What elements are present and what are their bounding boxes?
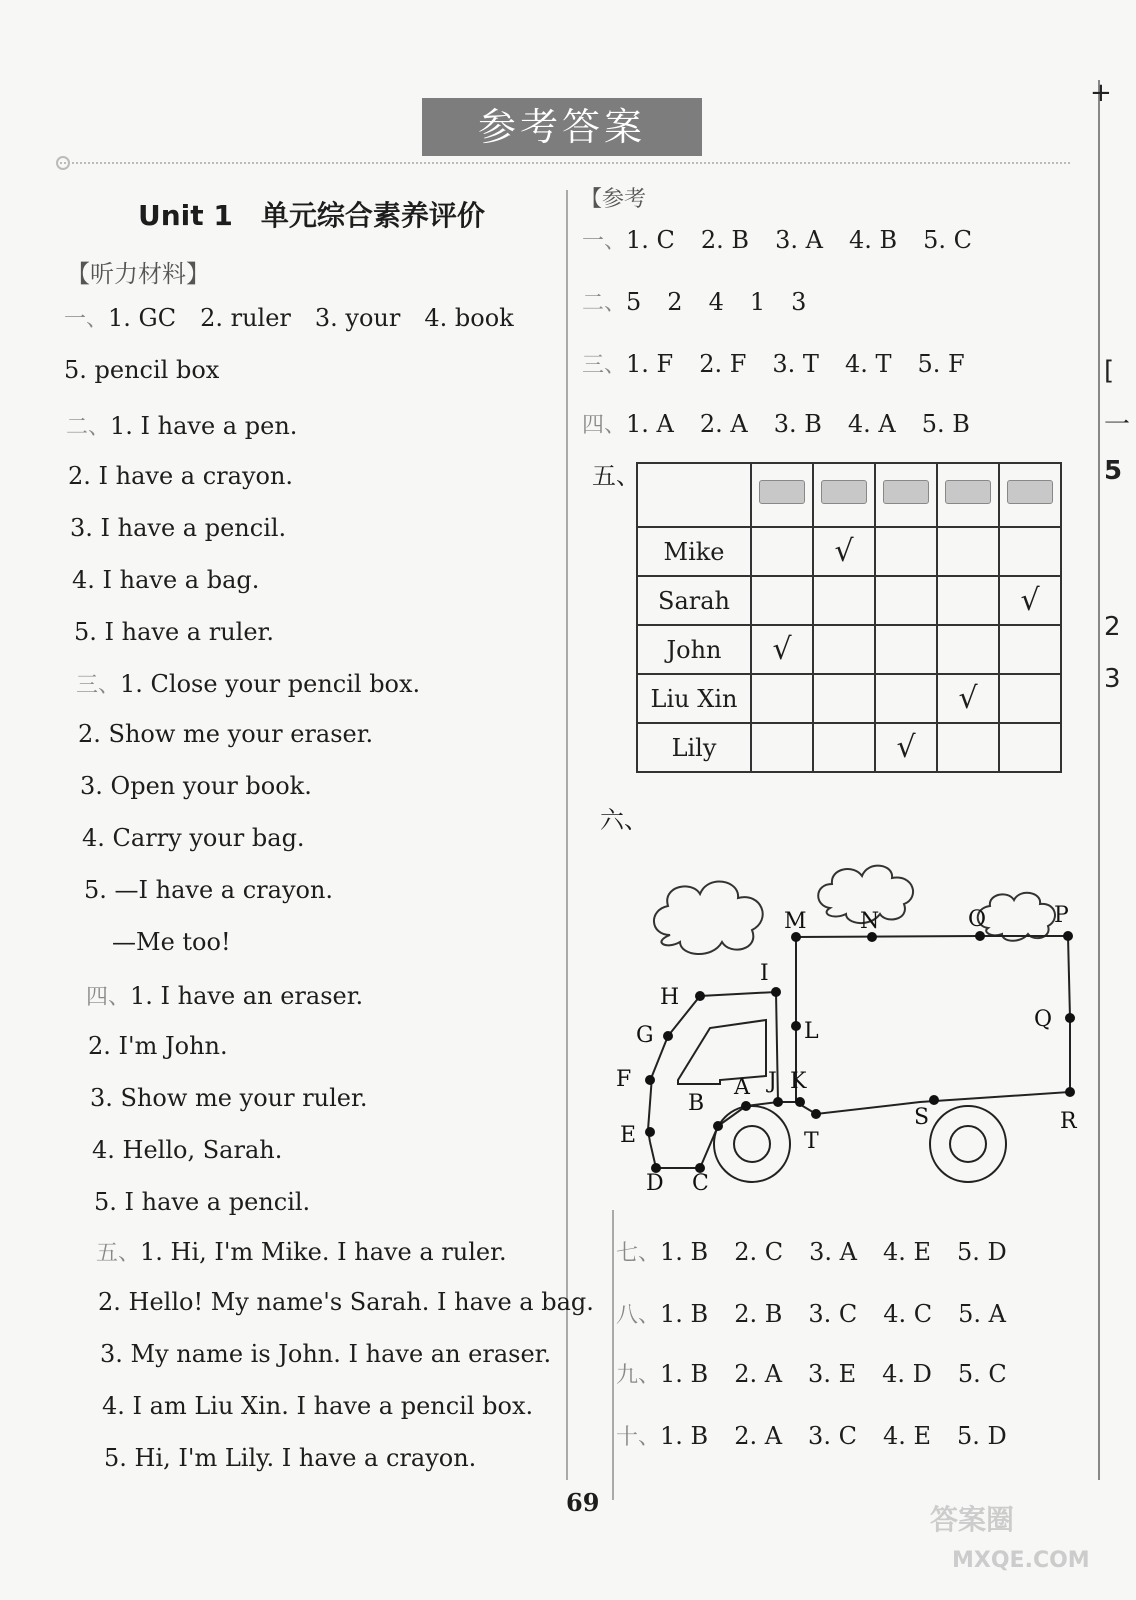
dot-label: N	[860, 909, 880, 934]
section-number: 十、	[616, 1425, 661, 1450]
listening-line	[90, 1084, 367, 1112]
line-text: 4. Carry your bag.	[82, 824, 305, 852]
line-text: 4. I have a bag.	[72, 566, 260, 594]
answer-item: 3. C	[808, 1300, 858, 1328]
front-hub	[734, 1126, 770, 1162]
cab-outline	[648, 992, 778, 1142]
edge-plus: +	[1090, 78, 1112, 108]
page-number: 69	[566, 1488, 600, 1517]
listening-line	[84, 876, 333, 904]
dot-label: R	[1060, 1109, 1077, 1134]
answer-item: 1. F	[626, 350, 674, 378]
dot-b	[713, 1121, 723, 1131]
answer-row	[582, 224, 998, 255]
student-name: John	[637, 625, 751, 674]
student-name: Mike	[637, 527, 751, 576]
answer-row	[616, 1298, 1032, 1329]
dot-label: Q	[1034, 1007, 1053, 1032]
dot-label: C	[692, 1171, 709, 1196]
answer-item: 3. A	[775, 226, 823, 254]
answer-item: 3	[791, 288, 807, 316]
answer-item: 5. D	[956, 1238, 1007, 1266]
line-text: 3. Show me your ruler.	[90, 1084, 368, 1112]
column-divider	[566, 190, 568, 1480]
section-number: 九、	[616, 1363, 661, 1388]
dot-label: D	[646, 1171, 664, 1196]
listening-line	[80, 772, 312, 800]
unit-title: Unit 1 单元综合素养评价	[138, 199, 485, 232]
cloud-icon	[654, 882, 763, 955]
section-number: 二、	[582, 291, 627, 316]
listening-line	[100, 1340, 551, 1368]
check-mark: √	[772, 632, 792, 667]
check-cell	[813, 674, 875, 723]
answer-item: 1. B	[660, 1422, 709, 1450]
section-number: 一、	[582, 229, 627, 254]
check-table	[636, 462, 1062, 773]
dot-h	[695, 991, 705, 1001]
answer-item: 2	[667, 288, 683, 316]
check-cell	[999, 527, 1061, 576]
line-text: 2. I'm John.	[88, 1032, 228, 1060]
check-cell	[999, 723, 1061, 772]
answer-item: 5. D	[956, 1422, 1007, 1450]
dot-s	[929, 1095, 939, 1105]
section-number: 四、	[86, 985, 131, 1010]
answer-item: 4. B	[848, 226, 898, 254]
dot-label: T	[804, 1129, 819, 1154]
listening-line	[72, 566, 259, 594]
line-text: 1. I have an eraser.	[130, 982, 364, 1010]
section-number: 七、	[616, 1241, 661, 1266]
answer-banner: 参考答案	[422, 98, 702, 156]
check-cell	[875, 576, 937, 625]
answer-item: 1. C	[626, 226, 675, 254]
answer-item: 3. A	[809, 1238, 857, 1266]
listening-line	[74, 618, 274, 646]
answer-row	[616, 1420, 1033, 1451]
answers-label: 【参考	[580, 187, 647, 212]
answer-item: 1. B	[660, 1300, 709, 1328]
answer-item: 1	[749, 288, 766, 316]
dot-label: E	[620, 1123, 637, 1148]
dot-label: K	[790, 1069, 807, 1094]
check-cell	[813, 576, 875, 625]
dot-r	[1065, 1087, 1075, 1097]
answer-item: 2. C	[734, 1238, 784, 1266]
table-label: 五、	[592, 462, 640, 490]
section-number: 三、	[76, 673, 121, 698]
check-cell	[937, 527, 999, 576]
listening-line	[68, 462, 293, 490]
section-number: 四、	[582, 413, 627, 438]
line-text: 5. I have a pencil.	[94, 1188, 311, 1216]
line-text: 5. pencil box	[64, 356, 220, 384]
answer-item: 3. B	[773, 410, 822, 438]
dotted-divider	[60, 162, 1070, 164]
dot-i	[771, 987, 781, 997]
table-row	[637, 527, 1061, 576]
dot-label: A	[734, 1075, 750, 1100]
answer-item: 3. C	[808, 1422, 857, 1450]
listening-line	[86, 980, 363, 1011]
listening-line	[94, 1188, 310, 1216]
front-wheel	[714, 1106, 790, 1182]
check-cell	[937, 625, 999, 674]
listening-line	[102, 1392, 533, 1420]
section-number: 三、	[582, 353, 627, 378]
truck-body-outline	[796, 936, 1070, 1114]
line-text: 3. I have a pencil.	[70, 514, 287, 542]
check-mark: √	[834, 534, 854, 569]
check-cell	[751, 576, 813, 625]
answer-item: 2. A	[734, 1422, 783, 1450]
dot-label: J	[768, 1069, 777, 1094]
answer-item: 5	[626, 288, 642, 316]
rear-hub	[950, 1126, 986, 1162]
check-cell	[813, 625, 875, 674]
header-cell	[875, 463, 937, 527]
answer-item: 3. T	[772, 350, 819, 378]
edge-dash: 一	[1104, 410, 1131, 440]
dot-o	[975, 931, 985, 941]
answer-item: 4. E	[882, 1422, 931, 1450]
answer-item: 5. B	[921, 410, 970, 438]
edge-bracket: [	[1104, 356, 1115, 386]
answer-item: 2. B	[734, 1300, 783, 1328]
listening-line	[112, 928, 231, 956]
line-text: 2. Show me your eraser.	[78, 720, 374, 748]
dot-label: P	[1054, 903, 1069, 928]
dot-j	[773, 1097, 783, 1107]
answer-row	[582, 348, 991, 379]
check-cell	[751, 674, 813, 723]
dot-label: S	[914, 1105, 930, 1130]
picture-label: 六、	[600, 806, 648, 834]
answer-row	[582, 286, 832, 317]
table-header-row	[637, 463, 1061, 527]
answer-row	[616, 1236, 1033, 1267]
watermark-url: MXQE.COM	[952, 1548, 1090, 1573]
answer-item: 2. B	[700, 226, 750, 254]
listening-line	[64, 356, 219, 384]
listening-line	[98, 1288, 594, 1316]
answer-item: 4. A	[847, 410, 896, 438]
dot-label: H	[660, 985, 680, 1010]
dot-g	[663, 1031, 673, 1041]
check-cell	[875, 723, 937, 772]
answer-item: 1. B	[660, 1238, 709, 1266]
check-cell	[751, 625, 813, 674]
column-divider-lower	[612, 1210, 614, 1500]
check-cell	[875, 625, 937, 674]
check-cell	[751, 527, 813, 576]
line-text: 4. I am Liu Xin. I have a pencil box.	[102, 1392, 534, 1420]
dot-label: M	[784, 909, 807, 934]
answer-item: 1. A	[626, 410, 674, 438]
line-text: 1. GC 2. ruler 3. your 4. book	[108, 304, 514, 332]
ruler-icon	[821, 480, 867, 504]
listening-line	[78, 720, 373, 748]
edge-three: 3	[1104, 664, 1121, 694]
check-cell	[813, 527, 875, 576]
header-cell	[937, 463, 999, 527]
answer-item: 5. A	[958, 1300, 1006, 1328]
answer-item: 4. T	[844, 350, 892, 378]
line-text: 3. Open your book.	[80, 772, 312, 800]
line-text: 5. —I have a crayon.	[84, 876, 334, 904]
listening-line	[96, 1236, 507, 1267]
dot-label: B	[688, 1091, 705, 1116]
table-row	[637, 625, 1061, 674]
answer-item: 2. A	[699, 410, 748, 438]
dot-label: G	[636, 1023, 654, 1048]
check-mark: √	[896, 730, 916, 765]
window-outline	[678, 1020, 766, 1084]
line-text: —Me too!	[112, 928, 231, 956]
listening-line	[82, 824, 305, 852]
dot-f	[645, 1075, 655, 1085]
table-row	[637, 576, 1061, 625]
student-name: Lily	[637, 723, 751, 772]
line-text: 1. Close your pencil box.	[120, 670, 421, 698]
answer-item: 5. C	[957, 1360, 1007, 1388]
dot-k	[795, 1097, 805, 1107]
line-text: 1. I have a pen.	[110, 412, 298, 440]
listening-line	[66, 410, 297, 441]
header-cell	[999, 463, 1061, 527]
table-row	[637, 674, 1061, 723]
pencil-box-icon	[759, 480, 805, 504]
dot-l	[791, 1021, 801, 1031]
bag-icon	[1007, 480, 1053, 504]
section-number: 一、	[64, 307, 109, 332]
check-cell	[875, 527, 937, 576]
answer-item: 2. F	[699, 350, 747, 378]
line-text: 2. Hello! My name's Sarah. I have a bag.	[98, 1288, 594, 1316]
check-cell	[937, 723, 999, 772]
header-cell	[751, 463, 813, 527]
listening-line	[76, 668, 420, 699]
section-number: 五、	[96, 1241, 141, 1266]
check-cell	[999, 625, 1061, 674]
line-text: 4. Hello, Sarah.	[92, 1136, 283, 1164]
watermark: 答案圈	[930, 1503, 1015, 1536]
dot-p	[1063, 931, 1073, 941]
rear-wheel	[930, 1106, 1006, 1182]
check-cell	[813, 723, 875, 772]
dot-q	[1065, 1013, 1075, 1023]
check-cell	[875, 674, 937, 723]
answer-row	[616, 1358, 1033, 1389]
connect-dots-truck	[600, 780, 1100, 1210]
check-cell	[999, 674, 1061, 723]
check-mark: √	[958, 681, 978, 716]
listening-line	[64, 298, 514, 333]
section-number: 二、	[66, 415, 111, 440]
table-row	[637, 723, 1061, 772]
dot-label: O	[968, 907, 987, 932]
pen-icon	[945, 480, 991, 504]
answer-item: 4. E	[882, 1238, 931, 1266]
line-text: 3. My name is John. I have an eraser.	[100, 1340, 552, 1368]
answer-row	[582, 408, 996, 439]
listening-label: 【听力材料】	[66, 260, 210, 288]
crayon-icon	[883, 480, 929, 504]
listening-line	[70, 514, 286, 542]
answer-item: 4. D	[882, 1360, 932, 1388]
answer-item: 2. A	[734, 1360, 783, 1388]
answer-item: 5. F	[917, 350, 965, 378]
dot-label: I	[760, 961, 769, 986]
answer-item: 3. E	[808, 1360, 857, 1388]
check-mark: √	[1020, 583, 1040, 618]
line-text: 5. I have a ruler.	[74, 618, 275, 646]
answer-item: 5. C	[923, 226, 972, 254]
header-blank	[637, 463, 751, 527]
listening-line	[88, 1032, 228, 1060]
dot-label: L	[804, 1019, 819, 1044]
listening-line	[104, 1444, 476, 1472]
line-text: 1. Hi, I'm Mike. I have a ruler.	[140, 1238, 507, 1266]
check-cell	[937, 674, 999, 723]
dot-e	[645, 1127, 655, 1137]
dot-a	[741, 1101, 751, 1111]
edge-two: 2	[1104, 612, 1121, 642]
dot-label: F	[616, 1067, 632, 1092]
answer-item: 4. C	[883, 1300, 933, 1328]
section-number: 八、	[616, 1303, 661, 1328]
line-text: 5. Hi, I'm Lily. I have a crayon.	[104, 1444, 477, 1472]
header-cell	[813, 463, 875, 527]
cloud-icon-3	[978, 893, 1055, 941]
listening-line	[92, 1136, 282, 1164]
check-cell	[999, 576, 1061, 625]
check-cell	[937, 576, 999, 625]
check-cell	[751, 723, 813, 772]
dot-t	[811, 1109, 821, 1119]
answer-item: 4	[708, 288, 724, 316]
line-text: 2. I have a crayon.	[68, 462, 294, 490]
student-name: Sarah	[637, 576, 751, 625]
edge-five: 5	[1104, 456, 1123, 486]
answer-item: 1. B	[660, 1360, 709, 1388]
student-name: Liu Xin	[637, 674, 751, 723]
